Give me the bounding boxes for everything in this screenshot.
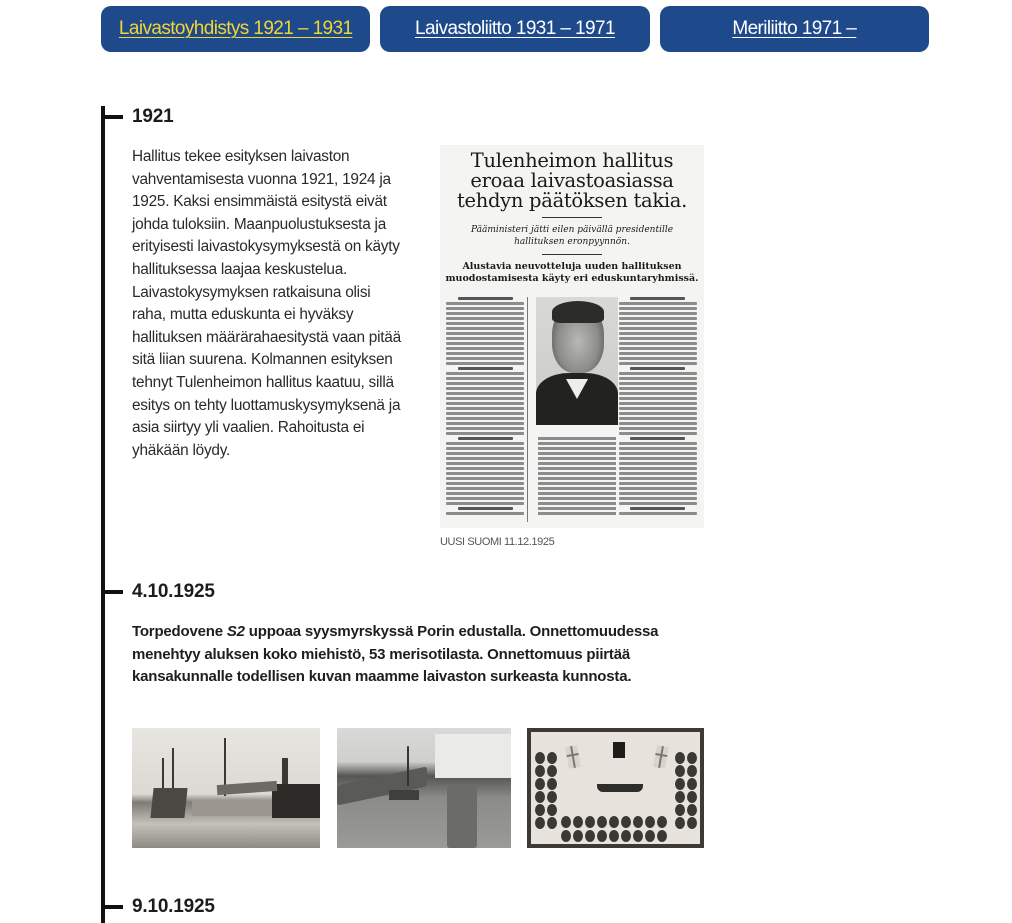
newspaper-text-line	[619, 322, 697, 325]
tab-laivastoyhdistys[interactable]	[101, 6, 370, 52]
newspaper-text-line	[446, 392, 524, 395]
timeline-tick	[101, 905, 123, 909]
newspaper-text-line	[619, 512, 697, 515]
newspaper-text-line	[446, 307, 524, 310]
newspaper-text-line	[619, 487, 697, 490]
newspaper-text-line	[446, 462, 524, 465]
newspaper-text-line	[619, 327, 697, 330]
newspaper-text-line	[619, 502, 697, 505]
newspaper-text-line	[446, 342, 524, 345]
crew-portrait	[675, 752, 685, 764]
newspaper-column	[446, 297, 528, 522]
newspaper-text-line	[619, 352, 697, 355]
newspaper-text-line	[619, 332, 697, 335]
crew-portrait	[547, 804, 557, 816]
crew-portrait	[547, 752, 557, 764]
tab-laivastoliitto[interactable]	[380, 6, 649, 52]
crew-portrait	[621, 816, 631, 828]
crew-portrait	[535, 752, 545, 764]
newspaper-text-line	[619, 357, 697, 360]
newspaper-text-line	[446, 482, 524, 485]
newspaper-text-line	[446, 372, 524, 375]
crew-portrait	[633, 816, 643, 828]
crew-portrait	[561, 816, 571, 828]
newspaper-text-line	[619, 362, 697, 365]
newspaper-text-line	[619, 347, 697, 350]
crew-portrait	[687, 817, 697, 829]
newspaper-text-line	[538, 512, 616, 515]
timeline-entry-text: Hallitus tekee esityksen laivaston vahventamisesta vuonna 1921, 1924 ja 1925. Kaksi ensimmäistä esitystä eivät johda tuloksiin. Maanpuolustuksesta ja erityisesti laivastokysymyksestä on käyty hallituksessa laajaa keskustelua. Laivastokysymyksen ratkaisuna olisi raha, mutta eduskunta ei hyväksy hallituksen määrärahaesitystä vaan pitää sitä liian suurena. Kolmannen esityksen tehnyt Tulenheimon hallitus kaatuu, sillä esitys on tehty luottamuskysymyksenä ja asia siirtyy yli vaalien. Rahoitusta ei yhäkään löydy.	[132, 148, 401, 459]
newspaper-text-line	[538, 492, 616, 495]
newspaper-text-line	[458, 437, 513, 440]
newspaper-text-line	[619, 412, 697, 415]
newspaper-text-line	[619, 302, 697, 305]
newspaper-text-line	[538, 487, 616, 490]
timeline-date: 4.10.1925	[132, 581, 215, 602]
newspaper-text-line	[446, 487, 524, 490]
newspaper-text-line	[538, 507, 616, 510]
crew-portrait	[675, 817, 685, 829]
crew-portrait	[687, 791, 697, 803]
crew-portrait	[573, 830, 583, 842]
newspaper-text-line	[619, 472, 697, 475]
period-tabs	[101, 6, 929, 52]
newspaper-column	[619, 297, 700, 522]
newspaper-text-line	[538, 502, 616, 505]
newspaper-text-line	[446, 512, 524, 515]
newspaper-text-line	[446, 432, 524, 435]
crew-portrait	[597, 830, 607, 842]
newspaper-text-line	[619, 427, 697, 430]
crew-portrait	[535, 804, 545, 816]
newspaper-subheadline: Pääministeri jätti eilen päivällä presidentille hallituksen eronpyynnön.	[470, 225, 674, 247]
newspaper-text-line	[446, 457, 524, 460]
newspaper-text-line	[619, 447, 697, 450]
newspaper-text-line	[538, 442, 616, 445]
crew-portrait	[573, 816, 583, 828]
newspaper-text-line	[619, 372, 697, 375]
vessel-name: S2	[226, 623, 245, 640]
newspaper-column	[538, 437, 616, 515]
crew-portrait	[657, 830, 667, 842]
crew-portrait	[609, 816, 619, 828]
newspaper-text-line	[619, 392, 697, 395]
crew-portrait	[535, 817, 545, 829]
newspaper-text-line	[446, 402, 524, 405]
crew-portrait	[547, 817, 557, 829]
crew-portrait	[645, 830, 655, 842]
crew-portrait	[675, 804, 685, 816]
newspaper-text-line	[446, 322, 524, 325]
newspaper-text-line	[446, 472, 524, 475]
newspaper-text-line	[619, 407, 697, 410]
newspaper-text-line	[630, 507, 685, 510]
crew-portrait	[675, 765, 685, 777]
newspaper-text-line	[619, 342, 697, 345]
newspaper-text-line	[538, 467, 616, 470]
timeline-date: 1921	[132, 106, 174, 127]
timeline-tick	[101, 590, 123, 594]
newspaper-text-line	[619, 482, 697, 485]
newspaper-text-line	[446, 477, 524, 480]
newspaper-text-line	[619, 397, 697, 400]
newspaper-text-line	[619, 492, 697, 495]
newspaper-subheadline-2: Alustavia neuvotteluja uuden hallituksen muodostamisesta käyty eri eduskuntaryhmissä.	[445, 261, 699, 284]
timeline-tick	[101, 115, 123, 119]
crew-portrait	[675, 778, 685, 790]
crew-portrait	[687, 752, 697, 764]
newspaper-text-line	[538, 472, 616, 475]
newspaper-text-line	[619, 467, 697, 470]
crew-portrait	[547, 791, 557, 803]
crew-memorial-collage-photo[interactable]	[527, 728, 704, 848]
crew-portrait	[687, 804, 697, 816]
newspaper-text-line	[446, 377, 524, 380]
newspaper-text-line	[446, 412, 524, 415]
newspaper-text-line	[619, 387, 697, 390]
crew-portrait	[535, 791, 545, 803]
sunken-ship-photo[interactable]	[132, 728, 320, 848]
newspaper-text-line	[619, 477, 697, 480]
crew-portrait	[597, 816, 607, 828]
newspaper-text-line	[446, 502, 524, 505]
newspaper-text-line	[619, 307, 697, 310]
newspaper-text-line	[458, 507, 513, 510]
newspaper-text-line	[538, 497, 616, 500]
newspaper-text-line	[619, 337, 697, 340]
newspaper-text-line	[446, 387, 524, 390]
newspaper-text-line	[619, 422, 697, 425]
newspaper-text-line	[630, 437, 685, 440]
newspaper-text-line	[446, 312, 524, 315]
newspaper-headline: Tulenheimon hallitus eroaa laivastoasiassa tehdyn päätöksen takia.	[456, 149, 688, 212]
crew-portrait	[675, 791, 685, 803]
crew-portrait	[657, 816, 667, 828]
newspaper-text-line	[538, 477, 616, 480]
crew-portrait	[535, 765, 545, 777]
newspaper-text-line	[538, 452, 616, 455]
divider	[542, 254, 602, 255]
newspaper-text-line	[446, 397, 524, 400]
newspaper-text-line	[538, 462, 616, 465]
newspaper-text-line	[446, 302, 524, 305]
crew-portrait	[585, 830, 595, 842]
timeline-line	[101, 106, 105, 923]
divider	[542, 217, 602, 218]
newspaper-text-line	[630, 367, 685, 370]
crew-portrait	[547, 765, 557, 777]
newspaper-text-line	[619, 462, 697, 465]
newspaper-text-line	[619, 457, 697, 460]
crew-portrait	[687, 778, 697, 790]
newspaper-text-line	[619, 382, 697, 385]
newspaper-text-line	[619, 377, 697, 380]
newspaper-text-line	[446, 417, 524, 420]
newspaper-text-line	[619, 442, 697, 445]
newspaper-text-line	[446, 497, 524, 500]
newspaper-text-line	[619, 317, 697, 320]
newspaper-text-line	[446, 452, 524, 455]
newspaper-text-line	[446, 327, 524, 330]
crew-portrait	[621, 830, 631, 842]
newspaper-text-line	[446, 332, 524, 335]
newspaper-text-line	[630, 297, 685, 300]
newspaper-text-line	[446, 337, 524, 340]
tab-label[interactable]: Laivastoyhdistys 1921 – 1931	[118, 18, 353, 39]
newspaper-text-line	[619, 432, 697, 435]
newspaper-text-line	[619, 402, 697, 405]
newspaper-text-line	[446, 427, 524, 430]
newspaper-text-line	[538, 437, 616, 440]
tab-label[interactable]: Laivastoliitto 1931 – 1971	[415, 18, 615, 39]
newspaper-text-line	[538, 447, 616, 450]
crew-portrait	[633, 830, 643, 842]
newspaper-text-line	[446, 317, 524, 320]
crew-portrait	[535, 778, 545, 790]
newspaper-clipping-image	[440, 145, 704, 528]
newspaper-text-line	[458, 297, 513, 300]
tab-label[interactable]: Meriliitto 1971 –	[732, 18, 857, 39]
tab-meriliitto[interactable]	[660, 6, 929, 52]
newspaper-text-line	[446, 442, 524, 445]
newspaper-text-line	[446, 357, 524, 360]
memorial-ceremony-photo[interactable]	[337, 728, 511, 848]
newspaper-text-line	[446, 467, 524, 470]
newspaper-text-line	[619, 452, 697, 455]
newspaper-text-line	[619, 417, 697, 420]
newspaper-text-line	[446, 492, 524, 495]
crew-portrait	[609, 830, 619, 842]
newspaper-text-line	[446, 352, 524, 355]
timeline-date: 9.10.1925	[132, 896, 215, 917]
newspaper-text-line	[619, 497, 697, 500]
crew-portrait	[645, 816, 655, 828]
portrait-photo	[536, 297, 618, 435]
newspaper-text-line	[446, 382, 524, 385]
timeline-entry-text: Torpedovene S2 uppoaa syysmyrskyssä Porin edustalla. Onnettomuudessa menehtyy aluksen koko miehistö, 53 merisotilasta. Onnettomuus piirtää kansakunnalle todellisen kuvan maamme laivaston surkeasta kunnosta.	[132, 623, 659, 686]
newspaper-text-line	[446, 347, 524, 350]
newspaper-text-line	[538, 457, 616, 460]
newspaper-text-line	[458, 367, 513, 370]
crew-portrait	[547, 778, 557, 790]
newspaper-text-line	[446, 447, 524, 450]
crew-portrait	[687, 765, 697, 777]
crew-portrait	[585, 816, 595, 828]
newspaper-text-line	[538, 482, 616, 485]
newspaper-text-line	[446, 422, 524, 425]
crew-portrait	[561, 830, 571, 842]
newspaper-text-line	[446, 362, 524, 365]
image-caption: UUSI SUOMI 11.12.1925	[440, 536, 555, 548]
newspaper-text-line	[619, 312, 697, 315]
newspaper-text-line	[446, 407, 524, 410]
